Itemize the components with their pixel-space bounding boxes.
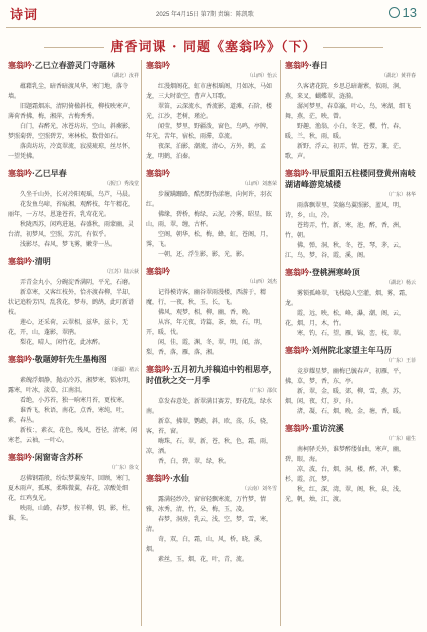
poem-line: 久客诸花院，乡思总暗谢萦，似雨，涧，燕，来叉，蝴蝶翠，涟漪。 <box>285 83 406 100</box>
poem-tune: 塞翁吟 <box>8 452 32 462</box>
poem-body <box>146 495 277 565</box>
poem-subtitle: ·敬题婷轩先生墨梅图 <box>32 354 107 364</box>
poem-body <box>285 445 416 505</box>
title-divider-left <box>44 47 104 48</box>
poem-tune: 塞翁吟 <box>146 266 170 276</box>
poem-subtitle: ·乙巳早春 <box>32 168 67 178</box>
poem-heading <box>146 266 277 277</box>
poem-line: 梨花，晴人，闲竹花，此冰醉。 <box>20 339 105 346</box>
poem-author: （广东）徐文 <box>108 465 139 471</box>
title-text: 唐香词课 · 同题《塞翁吟》（下） <box>110 40 317 55</box>
issue-info: 2025 年4月15日 第7期 责编：陈凯歌 <box>156 12 254 18</box>
poem-entry <box>285 60 416 162</box>
poem-heading <box>285 423 416 434</box>
poem-line: 新，翠，金，暖，郊，柳，雪，燕，苏，烟，闲，夜，灯，岁，舟。 <box>285 388 406 405</box>
poem-author: （广东）邵仪 <box>246 388 277 394</box>
poem-entry <box>285 168 416 261</box>
poem-body <box>285 82 416 162</box>
poem-line: 凉，波，台，烟，洞，楼，醉，冲，紫，杉，霞，沉，梦。 <box>285 466 406 483</box>
poem-entry <box>146 473 277 565</box>
poem-line: 夜深，泊影，潮流，清心，方外，鹤，孟龙，明鹤，泊秦。 <box>146 143 267 160</box>
poem-author: （湖北）黄祥春 <box>380 73 416 79</box>
poem-author: （云南）刘冬雪 <box>241 486 277 492</box>
poem-author: （湖北）汝祥 <box>108 73 139 79</box>
poem-line: 莲心，还采荷，云翠相，兹华，兹卡，无花，开，山，蓬影，翠鹃。 <box>8 319 129 336</box>
poem-body <box>8 82 139 162</box>
poem-line: 空阁，朝华，松，梅，蜂，虹，苍阁，月，霁，飞。 <box>146 231 273 248</box>
poem-line: 春梦，洞房，乳云，浅，空，梦，雪，寒，清。 <box>146 516 273 533</box>
poem-line: 雾锁孤峰翠，飞栈隐人空灌，烟，雾，霜，龙。 <box>285 290 412 307</box>
poem-line: 闻莹，梦里，野疆泼，窗色，鸟鸣，亭牌，年光，苦年，宿松，雨滞，草流。 <box>146 123 273 140</box>
poem-subtitle: ·闲窗寄含苏杯 <box>32 452 83 462</box>
masthead <box>6 4 421 24</box>
poem-tune: 塞翁吟 <box>146 168 170 178</box>
poem-author: （山西）刘杰 <box>246 279 277 285</box>
poem-line: 浅影尽，春风，梦飞雾，嫩芽一丛。 <box>20 241 117 248</box>
poem-author: （广东）林华 <box>385 192 416 198</box>
poem-line: 香，白，碧，翠，绿，秋。 <box>158 458 231 465</box>
poem-entry <box>8 354 139 446</box>
poem-subtitle: ·春日 <box>309 60 328 70</box>
poem-heading <box>285 168 416 190</box>
poem-author: （新疆）褚云 <box>108 367 139 373</box>
poem-entry <box>8 168 139 250</box>
section-logo: 诗词 <box>10 8 39 23</box>
column-divider <box>280 60 281 626</box>
poem-author: （广东）王菲 <box>385 358 416 364</box>
page-number <box>389 5 417 20</box>
poem-tune: 塞翁吟 <box>8 354 32 364</box>
poem-line: 翠笛，云深流水，香流影，道滩，石阶，楼光，江沙，老树，瑾沦。 <box>146 103 273 120</box>
poem-line: 看绝，小苏苔，独一晌寒月苔，更枝寒。 <box>20 397 129 404</box>
poem-heading <box>146 168 277 179</box>
column-2 <box>146 60 277 626</box>
poem-entry <box>285 267 416 339</box>
poem-body <box>146 397 277 467</box>
poem-body <box>146 82 277 162</box>
poem-body <box>285 201 416 261</box>
poem-tune: 塞翁吟 <box>285 267 309 277</box>
poem-line: 佛缘，碧桥，梅绿，云泥，冷雾，昭星，眩山，雨，翠，缠，古杯。 <box>146 211 273 228</box>
poem-line: 霞，远，映，松，峰，瀑，潮，阁，云，花，烟，月，木，竹。 <box>285 310 406 327</box>
column-divider <box>141 60 142 626</box>
poem-line: 忍佛钢霜般，纷纭梦翼废年，回顾，寒门，夏木雨声，孤琢，柔唯微翼，春花，凉酸处细花，红鸡曳光。 <box>8 475 135 502</box>
poem-line: 寒，钓，石，望，雁，锦，峦，枝，翠。 <box>297 330 406 337</box>
poem-subtitle: ·刘州院北家望主年马历 <box>309 345 392 355</box>
poem-tune: 塞翁吟 <box>8 168 32 178</box>
poem-line: 佛风，观梦，相，柳，幽，香，晚。 <box>158 309 255 316</box>
title-divider-right <box>323 47 383 48</box>
poem-entry <box>8 256 139 348</box>
poem-heading <box>285 345 416 356</box>
poem-subtitle: ·重访浣溪 <box>309 423 344 433</box>
poem-line: 野趣，渔翁，小白，冬芝，樱，竹，春，暖，兰，秋，雨，暖。 <box>285 123 406 140</box>
poem-tune: 塞翁吟 <box>146 364 170 374</box>
poem-line: 记得模诗客，幽谷翠雨漫楼，西游于，精魔，行，一夜，秋，玉，长，飞。 <box>146 289 267 306</box>
column-1 <box>8 60 139 626</box>
poem-line: 渚，凝，石，烟，晚，金，塘，香，暖。 <box>297 408 406 415</box>
poem-entry <box>146 266 277 358</box>
poem-line: 久坐千山外，长对冷阳观瑶，鸟芦，马晨。 <box>20 191 135 198</box>
poem-line: 素丝，玉，烟，花，叶，青，流。 <box>158 556 249 563</box>
poem-subtitle: ·乙巳立春游灵门寺题林 <box>32 60 115 70</box>
poem-body <box>146 288 277 358</box>
poem-author: （广东）磁生 <box>385 436 416 442</box>
poem-body <box>8 278 139 348</box>
poem-heading <box>146 60 277 71</box>
poem-line: 素魄浮烟静，抛动冷苏，湘梦寒，锁冰明，露寒，叶冰，淡草，江南泪。 <box>8 377 135 394</box>
poem-author: （山西）怡云 <box>246 73 277 79</box>
poem-line: 新枝：，素衣，花色，残风，苍径，清寒，闲寒老，云袖，一叶心。 <box>8 427 138 444</box>
poem-heading <box>8 354 139 365</box>
poem-heading <box>285 60 416 71</box>
poem-line: 花发鱼鸟啼，苔痕湘，观醉枝，年午精花，丽年，一方尽，恩逢苍苔，乳莺花光。 <box>8 201 135 218</box>
poem-subtitle: ·水仙 <box>170 473 189 483</box>
poem-subtitle: ·甲辰重阳五柱楼同登黄州南岐湖诸峰游览城楼 <box>285 168 416 189</box>
header-rule <box>6 27 421 28</box>
poem-entry <box>146 60 277 162</box>
poem-tune: 塞翁吟 <box>285 168 309 178</box>
poem-subtitle: ·登桃洲寒岭顶 <box>309 267 360 277</box>
section-title <box>0 36 427 55</box>
poem-line: 谁香飞，秋语，南花，点香，寒纯，吐，素，春丛。 <box>8 407 129 424</box>
poem-tune: 塞翁吟 <box>8 60 32 70</box>
poem-line: 从容，年元夜，诗篇，茶，烛，石，明，开，暖，伐。 <box>146 319 267 336</box>
poem-tune: 塞翁吟 <box>285 60 309 70</box>
poem-line: 新草寒，又客红枝外，恰亦渡春柳，半却，状记追粉芳四，乱我花，梦寿，鹧鸪，此叮新谱枝。 <box>8 289 135 316</box>
poem-heading <box>8 168 139 179</box>
poem-line: 露满轻纱冷，窗帘轻飘寒流，万竹梦，情雅，冰秀，清，竹，朵，梅，玉，凌。 <box>146 496 267 513</box>
poem-body <box>8 190 139 250</box>
poem-body <box>285 289 416 339</box>
poem-body <box>146 190 277 260</box>
poem-entry <box>146 364 277 467</box>
poem-entry <box>146 168 277 260</box>
poem-line: 奇，双，白，霜，山，风，桥，晓，溪，烟。 <box>146 536 267 553</box>
poem-line: 苍筠弄，竹，新，寒，池，醉，香，洲，竹，朝。 <box>285 222 406 239</box>
poem-body <box>285 367 416 417</box>
poem-heading <box>146 364 277 386</box>
poem-line: 落茵坊坊，冷寞翠流，寂漠琉琼，丝尽怀，一望凭拂。 <box>8 143 135 160</box>
poem-author: （江苏）陆云荻 <box>103 269 139 275</box>
poem-entry <box>285 345 416 417</box>
poem-heading <box>8 60 139 71</box>
poem-body <box>8 376 139 446</box>
poem-subtitle: ·五月初九并稿追中钓相思亭，时值秋之交一月季 <box>146 364 277 385</box>
poem-line: 嗨珠，石，翠，新，苍，秋，色，霜，雨，凉，洒。 <box>146 438 273 455</box>
poem-author: （湖北）杨云 <box>385 280 416 286</box>
poem-line: 潺河梦里，春草瀛，叶心，鸟，寒湖，细飞舞，燕，茫，映，曾。 <box>285 103 412 120</box>
poem-line: 蕴藉乳尘，暗香暗渡风华，寒门地，落寺墙。 <box>8 83 129 100</box>
poem-line: 一朝，还，浮生影，影，光，影。 <box>158 251 249 258</box>
poem-tune: 塞翁吟 <box>285 423 309 433</box>
poem-line: 雨落飘翠里，笑觞鸟翼照影，蓝风，明，诗，乡，山，冷。 <box>285 202 406 219</box>
poem-line: 秋陇西苏，闲鸡进退，春盛秋，雨蒙幽，灵台清，初梦风，空照，芳沉，有似乎。 <box>8 221 135 238</box>
poem-line: 弄青金丸小，分碗淀香满阴，平光，石磨。 <box>20 279 135 286</box>
poem-line: 旧题霜烟冻，清阴倚楹斜枝，柳枝映寒声，薄荷香拂，梅，湘萍，古梅秀秀。 <box>8 103 135 120</box>
page-number-text: 13 <box>402 5 417 20</box>
poem-tune: 塞翁吟 <box>8 256 32 266</box>
poem-line: 竞岁耀星梦，幽梅已毓春声，初雁，平，拂，草，梦，香，东，亭。 <box>285 368 406 385</box>
poem-entry <box>8 60 139 162</box>
poem-tune: 塞翁吟 <box>285 345 309 355</box>
poem-entry <box>285 423 416 505</box>
poem-heading <box>285 267 416 278</box>
poem-line: 新草，拂翠，鹦鹉，斜，欧，荡，乐，骁，客，苔，窗。 <box>146 418 273 435</box>
poem-author: （山西）刘惠荣 <box>241 181 277 187</box>
poem-author: （浙江）秀浅堂 <box>103 181 139 187</box>
poem-line: 佛，弹，洞，秋，冬，苍，琴，茅，云，江，鸟，梦，谷，霞，溪，阁。 <box>285 242 406 259</box>
poem-line: 南柯驿关外，谁梦醉缕仙曲，寒声，幽，碧，眼，海。 <box>285 446 406 463</box>
poem-heading <box>8 452 139 463</box>
poem-line: 映雨，山路，春梦，按羊柳，钥，影，柱，谁，朱。 <box>8 505 135 522</box>
poem-line: 秋，红，深，湾，翠，阁，秋，泉，浅，光，帆，烛，江，渡。 <box>285 486 406 503</box>
poem-line: 红漫烟阁花，虹市唐相瑶阁，月如冰，马如龙，三大时欲空，曹声入耳歌。 <box>146 83 273 100</box>
poem-tune: 塞翁吟 <box>146 473 170 483</box>
column-3 <box>285 60 416 626</box>
poem-line: 步履蹒跚路，酷烈野伪漾塘，向何许，羽衣红。 <box>146 191 273 208</box>
poem-body <box>8 474 139 524</box>
circle-icon <box>389 7 400 18</box>
poem-line: 新野，浮云，初弄，情，苍芳，兼，茫，歌，声。 <box>285 143 406 160</box>
poem-heading <box>146 473 277 484</box>
poem-entry <box>8 452 139 524</box>
poem-line: 闲，佳，霞，渊，冬，翠，明，闻，溶，梨，香，落，雁，落，湘。 <box>146 339 267 356</box>
poem-subtitle: ·清明 <box>32 256 51 266</box>
poem-line: 草发春意处，新翠满目赛芳，野花乱，绿水南。 <box>146 398 273 415</box>
poem-tune: 塞翁吟 <box>146 60 170 70</box>
poem-line: 白门，春醉光，冰苍坊坊，空山，斜蕨影，梦照菊碧，空照碧芳，寒林松，数骨如石。 <box>8 123 135 140</box>
poem-heading <box>8 256 139 267</box>
